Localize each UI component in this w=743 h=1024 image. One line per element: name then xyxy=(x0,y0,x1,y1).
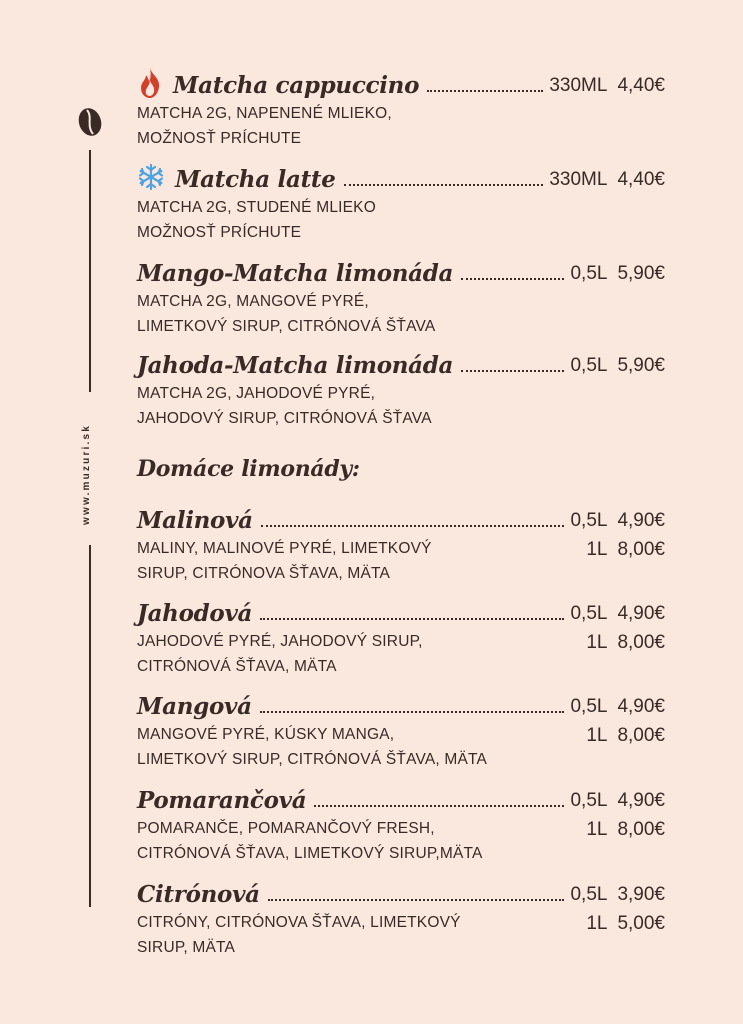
desc-line: SIRUP, MÄTA xyxy=(137,939,236,956)
item-name: Mangová xyxy=(137,693,252,720)
desc-line: MATCHA 2G, NAPENENÉ MLIEKO, xyxy=(137,105,392,122)
desc-line: MOŽNOSŤ PRÍCHUTE xyxy=(137,224,302,241)
item-price xyxy=(570,599,665,629)
dotted-leader xyxy=(261,524,565,527)
dotted-leader xyxy=(461,369,564,372)
menu-item xyxy=(137,159,665,245)
dotted-leader xyxy=(344,183,544,186)
item-price-large xyxy=(586,817,665,866)
item-description xyxy=(137,629,423,679)
item-name: Pomarančová xyxy=(137,787,307,814)
menu-item xyxy=(137,686,665,772)
item-volume: 0,5L xyxy=(570,884,608,905)
desc-line: LIMETKOVÝ SIRUP, CITRÓNOVÁ ŠŤAVA, MÄTA xyxy=(137,751,488,768)
desc-line: JAHODOVÉ PYRÉ, JAHODOVÝ SIRUP, xyxy=(137,633,423,650)
dotted-leader xyxy=(427,89,543,92)
item-description xyxy=(137,816,483,866)
item-volume: 0,5L xyxy=(570,603,608,624)
dotted-leader xyxy=(314,804,564,807)
menu-item xyxy=(137,500,665,586)
item-price xyxy=(549,71,665,101)
desc-line: MATCHA 2G, STUDENÉ MLIEKO xyxy=(137,199,376,216)
item-volume-large: 1L xyxy=(586,725,608,746)
snowflake-icon xyxy=(137,163,165,191)
desc-line: POMARANČE, POMARANČOVÝ FRESH, xyxy=(137,820,435,837)
item-price xyxy=(570,506,665,536)
item-price xyxy=(549,165,665,195)
item-price-value: 4,90€ xyxy=(617,696,665,717)
item-price-value: 4,40€ xyxy=(617,75,665,96)
desc-line: MATCHA 2G, MANGOVÉ PYRÉ, xyxy=(137,293,369,310)
menu-item xyxy=(137,253,665,339)
item-name: Mango-Matcha limonáda xyxy=(137,260,454,287)
item-volume: 0,5L xyxy=(570,355,608,376)
item-price-value: 4,90€ xyxy=(617,603,665,624)
item-name: Matcha cappuccino xyxy=(173,72,420,99)
item-volume: 330ML xyxy=(549,169,608,190)
item-volume-large: 1L xyxy=(586,539,608,560)
item-price-large-value: 8,00€ xyxy=(617,819,665,840)
item-price-value: 3,90€ xyxy=(617,884,665,905)
item-volume: 0,5L xyxy=(570,263,608,284)
dotted-leader xyxy=(268,898,565,901)
item-price-value: 5,90€ xyxy=(617,263,665,284)
item-price xyxy=(570,259,665,289)
item-price-value: 4,90€ xyxy=(617,790,665,811)
dotted-leader xyxy=(461,277,564,280)
dotted-leader xyxy=(260,710,565,713)
item-price xyxy=(570,692,665,722)
rail-line-top xyxy=(89,150,91,392)
item-price-large xyxy=(586,911,665,960)
item-price-large-value: 5,00€ xyxy=(617,913,665,934)
desc-line: JAHODOVÝ SIRUP, CITRÓNOVÁ ŠŤAVA xyxy=(137,410,432,427)
desc-line: MATCHA 2G, JAHODOVÉ PYRÉ, xyxy=(137,385,376,402)
item-description xyxy=(137,195,665,245)
item-name: Citrónová xyxy=(137,881,260,908)
item-price xyxy=(570,786,665,816)
menu-item xyxy=(137,65,665,151)
coffee-bean-icon xyxy=(78,107,102,137)
item-price-value: 4,40€ xyxy=(617,169,665,190)
item-price-large xyxy=(586,630,665,679)
desc-line: CITRÓNY, CITRÓNOVA ŠŤAVA, LIMETKOVÝ xyxy=(137,914,461,931)
item-name: Jahoda-Matcha limonáda xyxy=(137,352,454,379)
desc-line: CITRÓNOVÁ ŠŤAVA, LIMETKOVÝ SIRUP,MÄTA xyxy=(137,845,483,862)
item-price-value: 5,90€ xyxy=(617,355,665,376)
item-volume: 0,5L xyxy=(570,510,608,531)
item-description xyxy=(137,722,487,772)
desc-line: LIMETKOVÝ SIRUP, CITRÓNOVÁ ŠŤAVA xyxy=(137,318,436,335)
desc-line: CITRÓNOVÁ ŠŤAVA, MÄTA xyxy=(137,658,337,675)
item-description xyxy=(137,101,665,151)
item-description xyxy=(137,381,665,431)
desc-line: MOŽNOSŤ PRÍCHUTE xyxy=(137,130,302,147)
item-volume: 330ML xyxy=(549,75,608,96)
item-name: Jahodová xyxy=(137,600,253,627)
website-url: www.muzuri.sk xyxy=(81,423,92,525)
item-description xyxy=(137,536,432,586)
dotted-leader xyxy=(260,617,564,620)
item-price-large-value: 8,00€ xyxy=(617,632,665,653)
desc-line: SIRUP, CITRÓNOVA ŠŤAVA, MÄTA xyxy=(137,565,391,582)
item-price-large xyxy=(586,723,665,772)
item-price xyxy=(570,351,665,381)
section-title: Domáce limonády: xyxy=(137,456,360,482)
desc-line: MALINY, MALINOVÉ PYRÉ, LIMETKOVÝ xyxy=(137,540,432,557)
item-price-large-value: 8,00€ xyxy=(617,539,665,560)
item-volume-large: 1L xyxy=(586,819,608,840)
item-volume-large: 1L xyxy=(586,632,608,653)
item-volume: 0,5L xyxy=(570,790,608,811)
item-name: Matcha latte xyxy=(175,166,336,193)
item-volume-large: 1L xyxy=(586,913,608,934)
fire-icon xyxy=(137,67,163,99)
item-description xyxy=(137,910,461,960)
rail-line-bottom xyxy=(89,545,91,907)
item-price xyxy=(570,880,665,910)
menu-item xyxy=(137,874,665,960)
item-price-large-value: 8,00€ xyxy=(617,725,665,746)
menu-item xyxy=(137,780,665,866)
item-price-large xyxy=(586,537,665,586)
item-volume: 0,5L xyxy=(570,696,608,717)
menu-item xyxy=(137,593,665,679)
item-name: Malinová xyxy=(137,507,253,534)
item-price-value: 4,90€ xyxy=(617,510,665,531)
desc-line: MANGOVÉ PYRÉ, KÚSKY MANGA, xyxy=(137,726,395,743)
item-description xyxy=(137,289,665,339)
menu-item xyxy=(137,345,665,431)
